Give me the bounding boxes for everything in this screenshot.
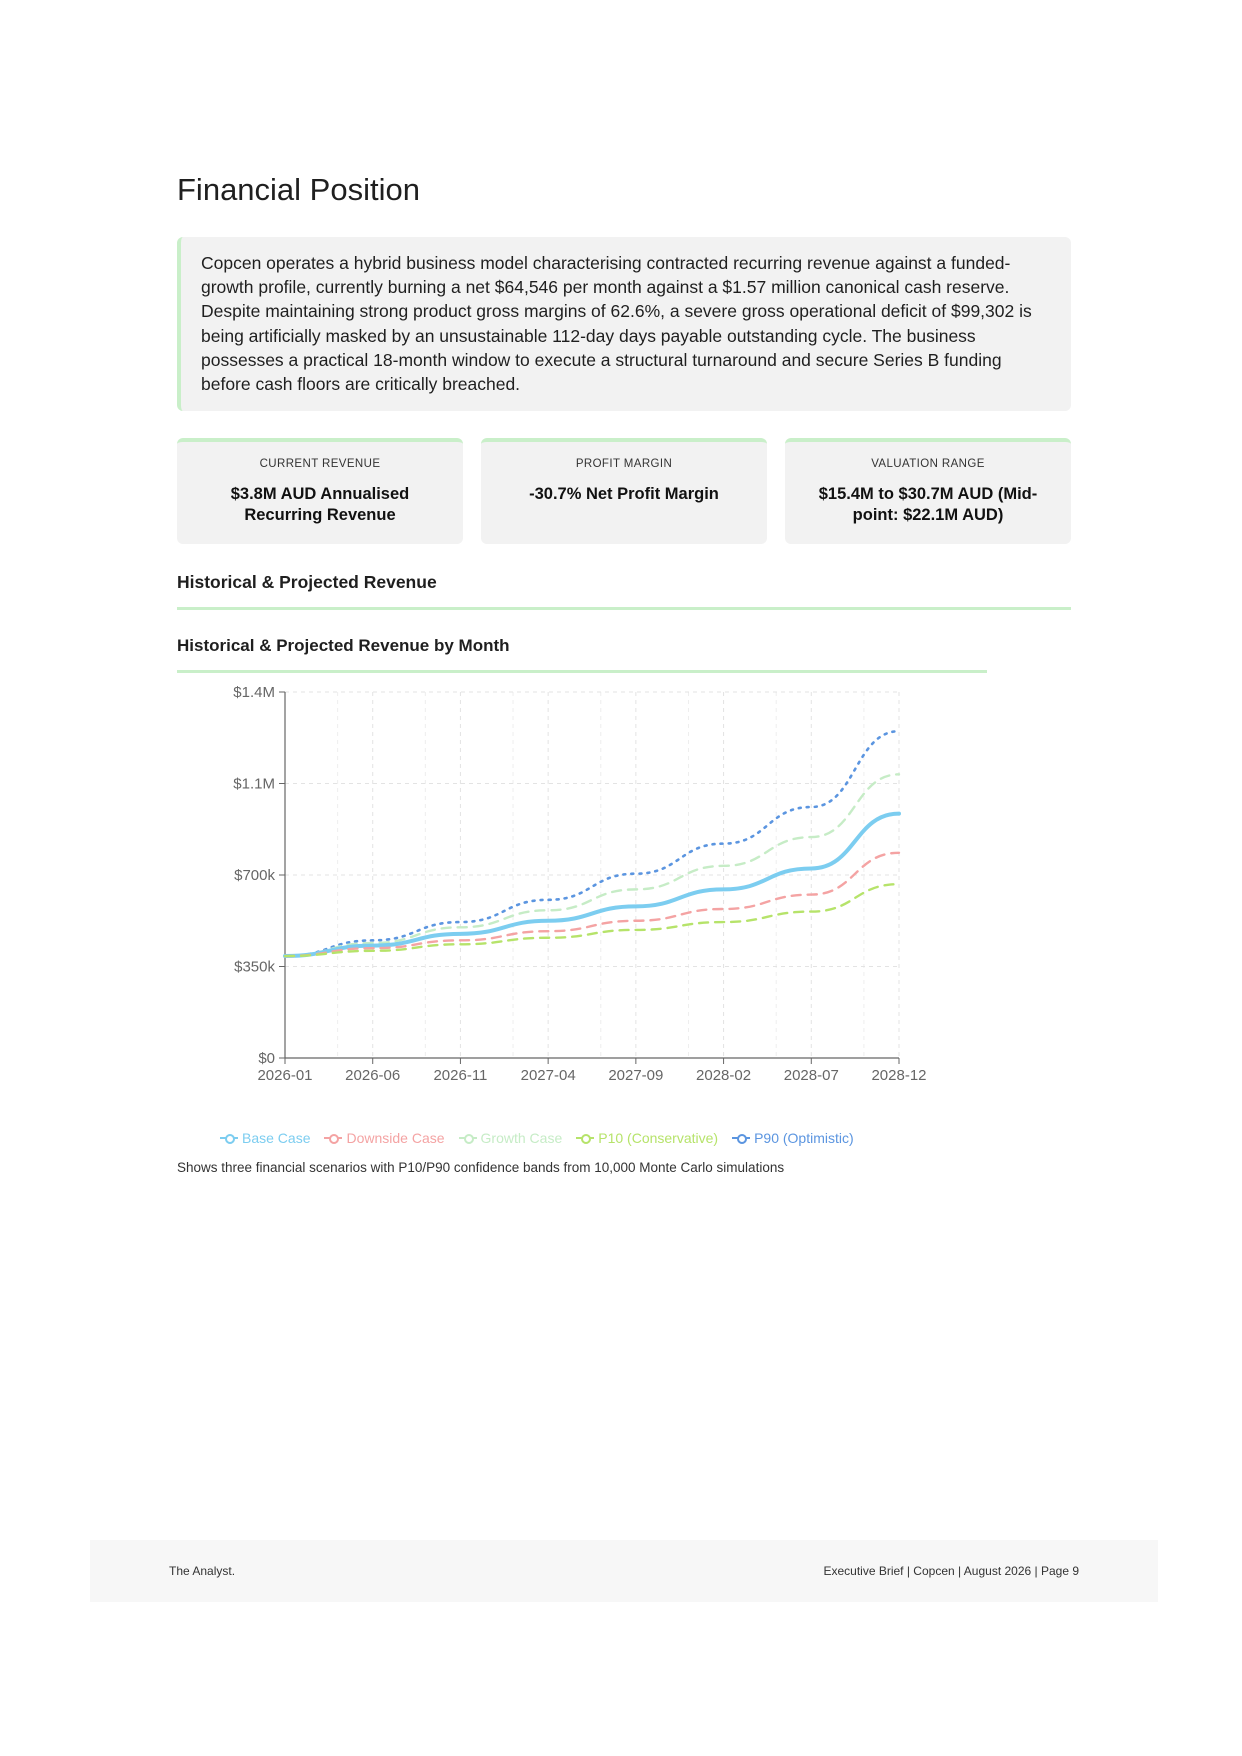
legend-item[interactable] [732, 1130, 854, 1146]
legend-label: Growth Case [480, 1130, 563, 1146]
kpi-label: PROFIT MARGIN [575, 458, 673, 470]
summary-callout [177, 237, 1071, 411]
kpi-label: CURRENT REVENUE [259, 458, 381, 470]
x-tick-label: 2028-02 [696, 1067, 752, 1084]
legend-label: P90 (Optimistic) [754, 1130, 854, 1146]
legend-marker-icon [576, 1133, 594, 1143]
kpi-value: $3.8M AUD Annualised Recurring Revenue [230, 485, 410, 524]
section-title: Historical & Projected Revenue [177, 572, 1071, 610]
legend-label: Downside Case [346, 1130, 445, 1146]
kpi-value: $15.4M to $30.7M AUD (Mid-point: $22.1M AUD) [818, 485, 1038, 524]
legend-marker-icon [324, 1133, 342, 1143]
y-tick-label: $700k [234, 867, 275, 884]
series-line-p90-optimistic [285, 731, 899, 956]
legend-label: Base Case [242, 1130, 311, 1146]
chart-title: Historical & Projected Revenue by Month [177, 636, 987, 673]
series-line-growth-case [285, 774, 899, 956]
page-title: Financial Position [177, 172, 420, 207]
footer-brand: The Analyst. [169, 1564, 236, 1578]
x-tick-label: 2026-11 [433, 1067, 488, 1084]
legend-marker-icon [732, 1133, 750, 1143]
y-tick-label: $1.4M [233, 684, 275, 701]
kpi-label: VALUATION RANGE [871, 458, 985, 470]
chart-caption: Shows three financial scenarios with P10/P90 confidence bands from 10,000 Monte Carlo simulations [177, 1160, 785, 1175]
x-tick-label: 2026-06 [345, 1067, 401, 1084]
legend-item[interactable] [220, 1130, 310, 1146]
kpi-row [177, 438, 1071, 544]
legend-item[interactable] [459, 1130, 563, 1146]
kpi-card-current-revenue [177, 438, 463, 544]
chart-legend [220, 1130, 854, 1146]
legend-item[interactable] [576, 1130, 718, 1146]
legend-label: P10 (Conservative) [598, 1130, 719, 1146]
y-tick-label: $350k [234, 958, 275, 976]
y-tick-label: $0 [258, 1050, 275, 1067]
kpi-card-valuation-range [785, 438, 1071, 544]
x-tick-label: 2028-07 [783, 1067, 839, 1084]
x-tick-label: 2027-04 [520, 1067, 576, 1084]
page-footer [90, 1540, 1158, 1602]
kpi-card-profit-margin [481, 438, 767, 544]
summary-text: Copcen operates a hybrid business model characterising contracted recurring revenue against a funded-growth profile, currently burning a net $64,546 per month against a $1.57 million canonical cash reserve. Despite maintaining strong product gross margins of 62.6%, a severe gross operational deficit of $99,302 is being artificially masked by an unsustainable 112-day days payable outstanding cycle. The business possesses a practical 18-month window to execute a structural turnaround and secure Series B funding before cash floors are critically breached. [201, 253, 1032, 395]
revenue-line-chart [177, 680, 957, 1100]
x-tick-label: 2027-09 [608, 1067, 664, 1084]
x-tick-label: 2026-01 [257, 1067, 313, 1084]
kpi-value: -30.7% Net Profit Margin [529, 485, 719, 503]
legend-marker-icon [459, 1133, 477, 1143]
legend-item[interactable] [324, 1130, 444, 1146]
y-tick-label: $1.1M [233, 775, 275, 793]
x-tick-label: 2028-12 [871, 1067, 927, 1084]
legend-marker-icon [220, 1133, 238, 1143]
footer-page-info: Executive Brief | Copcen | August 2026 | Page 9 [823, 1564, 1079, 1578]
